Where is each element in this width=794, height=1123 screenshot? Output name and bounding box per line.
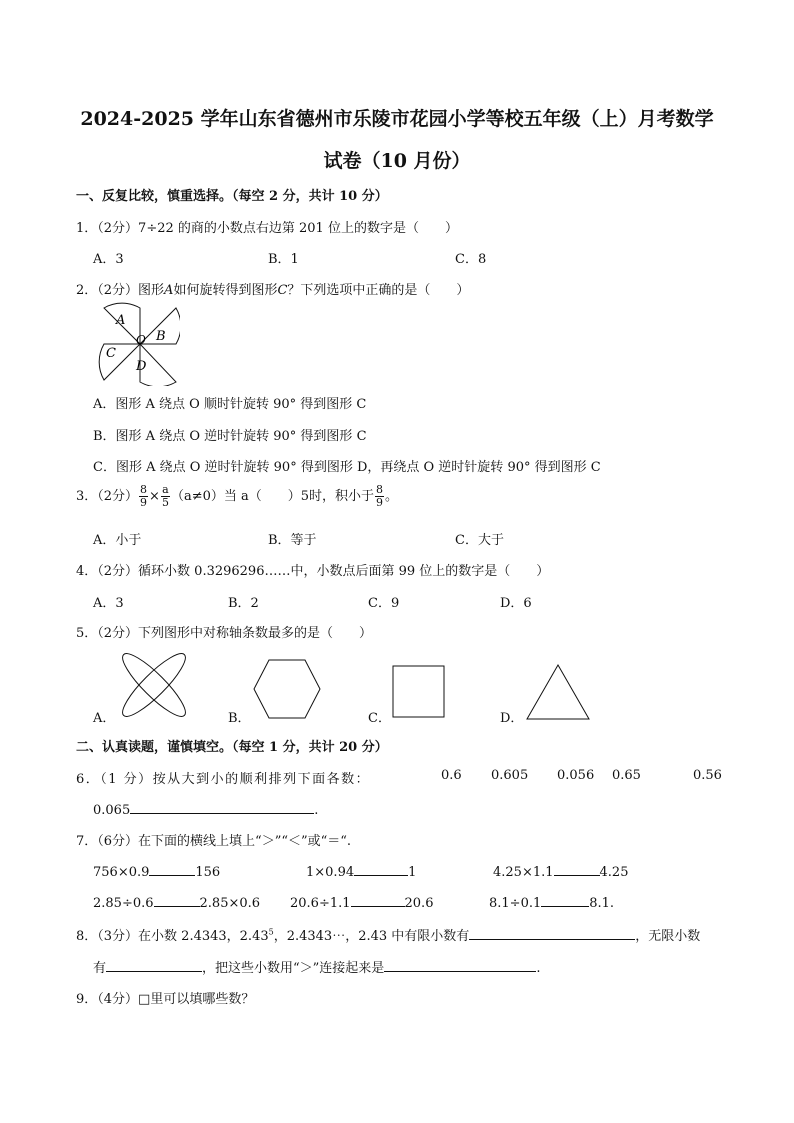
q3-condition: （a≠0）当 a（ ）5时，积小于 bbox=[170, 489, 375, 504]
q7-blank[interactable] bbox=[554, 862, 600, 876]
q1-stem: 1．（2分）7÷22 的商的小数点右边第 201 位上的数字是（ ） bbox=[76, 221, 458, 236]
q8-order-blank[interactable] bbox=[384, 958, 536, 972]
q6-stem: 6．（1 分）按从大到小的顺利排列下面各数： bbox=[76, 772, 371, 787]
q6-num-1: 0.6 bbox=[441, 768, 462, 783]
q8-stem-post: ，无限小数 bbox=[635, 929, 701, 944]
q2-stem bbox=[76, 279, 469, 298]
q7-r2-c3 bbox=[489, 893, 614, 911]
q5-option-a: A． bbox=[93, 711, 116, 726]
q2-var-c: C bbox=[277, 283, 288, 298]
q7-r1-c2 bbox=[306, 862, 416, 880]
q4-option-b: B．2 bbox=[228, 596, 259, 611]
q3-fraction-1 bbox=[139, 484, 148, 509]
q7-stem: 7．（6分）在下面的横线上填上“＞”“＜”或“＝“. bbox=[76, 834, 352, 849]
q6-num-4: 0.65 bbox=[612, 768, 641, 783]
q3-option-c: C．大于 bbox=[455, 533, 504, 548]
q3-option-a: A．小于 bbox=[93, 533, 142, 548]
q7-blank[interactable] bbox=[354, 862, 408, 876]
q6-line2 bbox=[93, 800, 318, 818]
q5-option-b: B． bbox=[228, 711, 251, 726]
q2-option-b: B．图形 A 绕点 O 逆时针旋转 90° 得到图形 C bbox=[93, 429, 367, 444]
q7-expr: 1×0.94 bbox=[306, 865, 355, 880]
q8-finite-blank[interactable] bbox=[469, 926, 635, 940]
rotation-figure bbox=[90, 302, 180, 386]
q3-fraction-2 bbox=[161, 484, 170, 509]
q3-f1-num: 8 bbox=[140, 483, 148, 496]
q2-option-a: A．图形 A 绕点 O 顺时针旋转 90° 得到图形 C bbox=[93, 397, 367, 412]
q2-var-a: A bbox=[164, 283, 174, 298]
q3-stem bbox=[76, 484, 398, 509]
section1-heading: 一、反复比较，慎重选择。（每空 2 分，共计 10 分） bbox=[76, 189, 388, 204]
square-shape bbox=[392, 665, 446, 719]
q5-option-d: D． bbox=[500, 711, 524, 726]
q8-l2-mid: ，把这些小数用“＞”连接起来是 bbox=[202, 961, 385, 976]
label-d: D bbox=[136, 359, 147, 374]
label-b: B bbox=[156, 329, 166, 344]
page-title-line1: 2024-2025 学年山东省德州市乐陵市花园小学等校五年级（上）月考数学 bbox=[80, 108, 714, 130]
q7-value: 2.85×0.6 bbox=[199, 896, 261, 911]
q7-expr: 20.6÷1.1 bbox=[290, 896, 351, 911]
q4-option-a: A．3 bbox=[93, 596, 124, 611]
q8-sup: 5 bbox=[268, 927, 274, 937]
hexagon-shape bbox=[252, 658, 322, 720]
q7-blank[interactable] bbox=[351, 893, 405, 907]
q3-times: × bbox=[149, 489, 160, 504]
label-a: A bbox=[116, 313, 126, 328]
page-title-line2: 试卷（10 月份） bbox=[323, 150, 471, 172]
q1-option-c: C．8 bbox=[455, 252, 487, 267]
q2-stem-mid: 如何旋转得到图形 bbox=[173, 283, 278, 298]
q3-end: 。 bbox=[385, 489, 399, 504]
q7-r1-c1 bbox=[93, 862, 220, 880]
label-c: C bbox=[106, 346, 116, 361]
q5-option-c: C． bbox=[368, 711, 391, 726]
q7-r2-c2 bbox=[290, 893, 433, 911]
q1-option-a: A．3 bbox=[93, 252, 124, 267]
q7-blank[interactable] bbox=[149, 862, 195, 876]
q7-value: 1 bbox=[408, 865, 417, 880]
q9-stem: 9．（4分）□里可以填哪些数？ bbox=[76, 992, 255, 1007]
q6-num-3: 0.056 bbox=[557, 768, 595, 783]
q7-blank[interactable] bbox=[541, 893, 589, 907]
q6-answer-blank[interactable] bbox=[130, 800, 314, 814]
q3-fraction-3 bbox=[375, 484, 384, 509]
four-petal-flower-shape bbox=[115, 648, 193, 722]
q8-line1 bbox=[76, 925, 700, 944]
q8-line2 bbox=[93, 957, 540, 976]
q2-stem-pre: 2．（2分）图形 bbox=[76, 283, 165, 298]
q6-end: . bbox=[314, 803, 319, 818]
q7-expr: 756×0.9 bbox=[93, 865, 150, 880]
q3-prefix: 3．（2分） bbox=[76, 489, 139, 504]
q4-option-d: D．6 bbox=[500, 596, 532, 611]
q8-l2-end: . bbox=[536, 961, 541, 976]
triangle-shape bbox=[525, 663, 591, 721]
q3-f3-num: 8 bbox=[376, 483, 384, 496]
q8-infinite-blank[interactable] bbox=[106, 958, 202, 972]
q1-option-b: B．1 bbox=[268, 252, 299, 267]
q6-num-5: 0.56 bbox=[693, 768, 722, 783]
q4-stem: 4．（2分）循环小数 0.3296296……中，小数点后面第 99 位上的数字是（ ） bbox=[76, 564, 550, 579]
q5-stem: 5．（2分）下列图形中对称轴条数最多的是（ ） bbox=[76, 626, 373, 641]
q6-num-2: 0.605 bbox=[491, 768, 529, 783]
q3-f3-den: 9 bbox=[376, 496, 384, 509]
q7-expr: 2.85÷0.6 bbox=[93, 896, 154, 911]
q3-option-b: B．等于 bbox=[268, 533, 317, 548]
q7-value: 8.1. bbox=[589, 896, 615, 911]
q4-option-c: C．9 bbox=[368, 596, 400, 611]
q7-value: 4.25 bbox=[599, 865, 629, 880]
q7-blank[interactable] bbox=[154, 893, 200, 907]
q7-expr: 4.25×1.1 bbox=[493, 865, 554, 880]
q8-l2-pre: 有 bbox=[93, 961, 107, 976]
q8-stem-pre: 8．（3分）在小数 2.4343，2.43 bbox=[76, 929, 269, 944]
label-o: O bbox=[136, 333, 146, 347]
q7-r1-c3 bbox=[493, 862, 628, 880]
q7-expr: 8.1÷0.1 bbox=[489, 896, 542, 911]
q6-last-number: 0.065 bbox=[93, 803, 131, 818]
q7-value: 20.6 bbox=[404, 896, 434, 911]
q2-option-c: C．图形 A 绕点 O 逆时针旋转 90° 得到图形 D，再绕点 O 逆时针旋转 90° 得到图形 C bbox=[93, 460, 601, 475]
section2-heading: 二、认真读题，谨慎填空。（每空 1 分，共计 20 分） bbox=[76, 740, 388, 755]
q3-f2-num: a bbox=[162, 483, 169, 496]
q7-value: 156 bbox=[195, 865, 221, 880]
q3-f2-den: 5 bbox=[161, 496, 169, 509]
q2-stem-post: ？下列选项中正确的是（ ） bbox=[287, 283, 470, 298]
q7-r2-c1 bbox=[93, 893, 260, 911]
q8-stem-mid: ，2.4343⋯，2.43 中有限小数有 bbox=[273, 929, 470, 944]
q3-f1-den: 9 bbox=[140, 496, 148, 509]
